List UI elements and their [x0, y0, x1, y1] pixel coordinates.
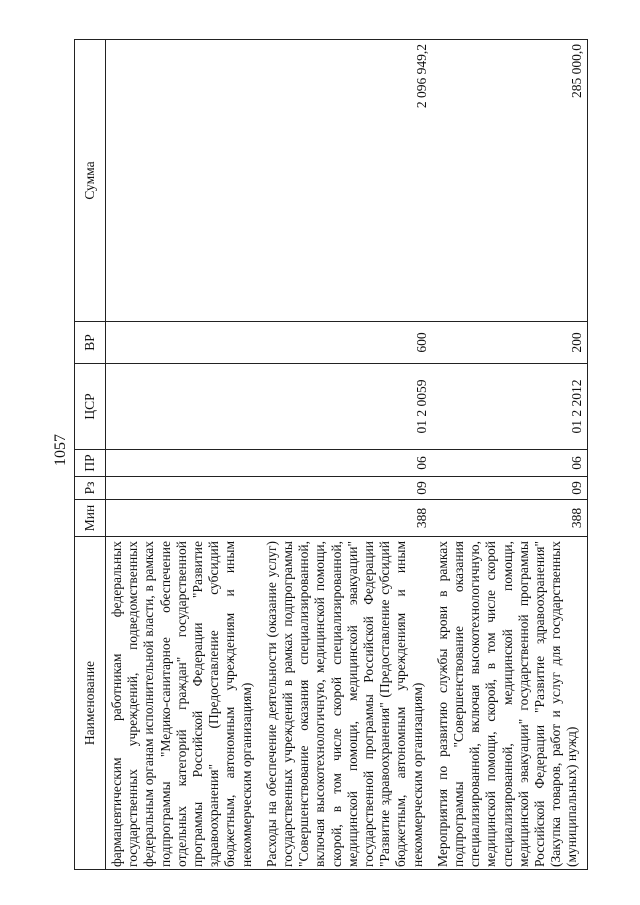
row-name: Мероприятия по развитию службы крови в рамках подпрограммы "Совершенствование оказания специализированной, включая высокотехнологичную, медицинской помощи, скорой, в том числе скорой специализированной, медицинской помощи, медицинской эвакуации" государственной программы Российской Федерации "Развитие здравоохранения" (Закупка товаров, работ и услуг для государственных (муниципальных) нужд): [432, 537, 587, 870]
header-csr: ЦСР: [75, 364, 106, 450]
row-csr: 01 2 0059: [261, 364, 432, 450]
row-min: 388: [261, 500, 432, 537]
header-pr: ПР: [75, 450, 106, 477]
rotated-page: [50, 40, 584, 870]
row-pr: [106, 450, 261, 477]
row-csr: [106, 364, 261, 450]
row-rz: 09: [261, 477, 432, 500]
header-rz: Рз: [75, 477, 106, 500]
row-rz: 09: [432, 477, 587, 500]
row-sum: 2 096 949,2: [261, 40, 432, 322]
row-min: [106, 500, 261, 537]
row-min: 388: [432, 500, 587, 537]
table-header-row: [75, 40, 106, 870]
table-row: [261, 40, 432, 870]
header-name: Наименование: [75, 537, 106, 870]
header-vr: ВР: [75, 322, 106, 364]
table-row: [432, 40, 587, 870]
row-name: фармацевтическим работникам федеральных государственных учреждений, подведомственных федеральным органам исполнительной власти, в рамках подпрограммы "Медико-санитарное обеспечение отдельных категорий граждан" государственной программы Российской Федерации "Развитие здравоохранения" (Предоставление субсидий бюджетным, автономным учреждениям и иным некоммерческим организациям): [106, 537, 261, 870]
row-vr: 200: [432, 322, 587, 364]
header-sum: Сумма: [75, 40, 106, 322]
header-min: Мин: [75, 500, 106, 537]
row-name: Расходы на обеспечение деятельности (оказание услуг) государственных учреждений в рамках подпрограммы "Совершенствование оказания специализированной, включая высокотехнологичную, медицинской помощи, скорой, в том числе скорой специализированной, медицинской помощи, медицинской эвакуации" государственной программы Российской Федерации "Развитие здравоохранения" (Предоставление субсидий бюджетным, автономным учреждениям и иным некоммерческим организациям): [261, 537, 432, 870]
row-vr: [106, 322, 261, 364]
row-sum: 285 000,0: [432, 40, 587, 322]
row-vr: 600: [261, 322, 432, 364]
budget-table: [74, 39, 588, 870]
row-sum: [106, 40, 261, 322]
page-number: 1057: [52, 434, 69, 466]
row-rz: [106, 477, 261, 500]
row-pr: 06: [261, 450, 432, 477]
row-csr: 01 2 2012: [432, 364, 587, 450]
table-row: [106, 40, 261, 870]
row-pr: 06: [432, 450, 587, 477]
